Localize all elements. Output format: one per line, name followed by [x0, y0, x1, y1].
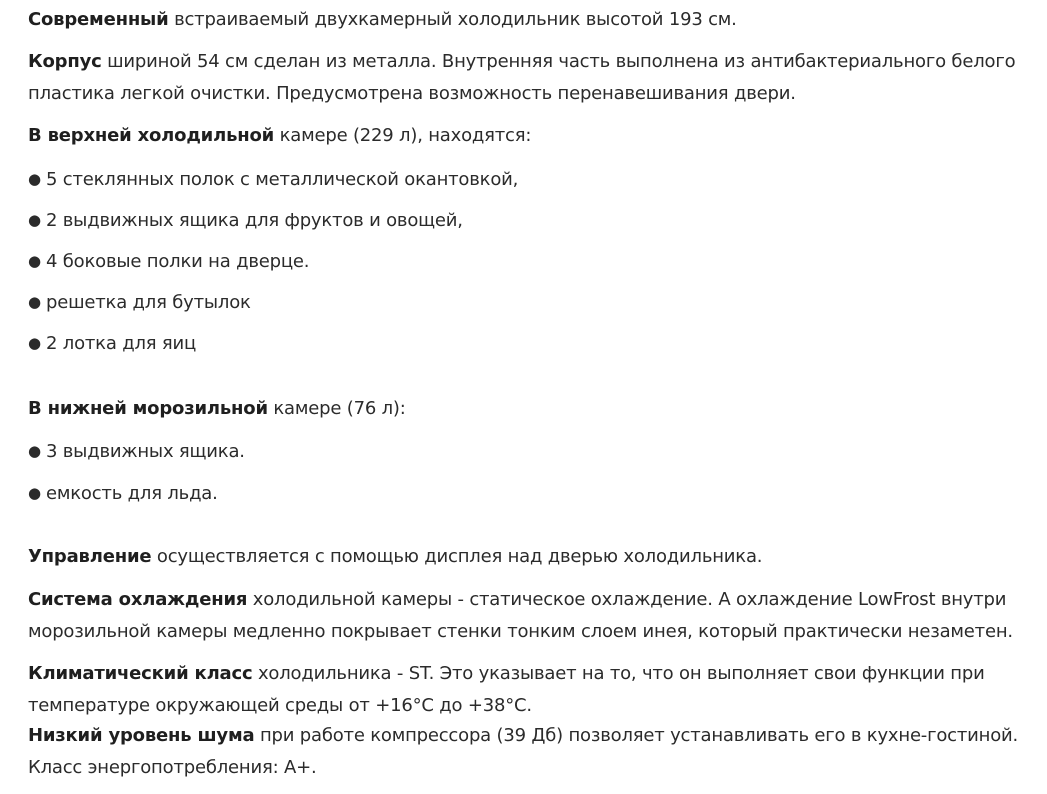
bold-lead: Управление: [28, 546, 152, 567]
paragraph-text: при работе компрессора (39 Дб) позволяет устанавливать его в кухне-гостиной.: [254, 725, 1019, 746]
list-item: ● 2 выдвижных ящика для фруктов и овощей,: [28, 208, 1039, 233]
paragraph-noise-line-2: [28, 756, 1039, 780]
list-item: ● 5 стеклянных полок с металлической окантовкой,: [28, 167, 1039, 192]
paragraph-cooling-line-2: [28, 620, 1039, 644]
paragraph-text: осуществляется с помощью дисплея над дверью холодильника.: [151, 546, 763, 567]
bold-lead: Низкий уровень шума: [28, 725, 255, 746]
paragraph-cooling-line-1: [28, 588, 1039, 612]
paragraph-climate-line-2: [28, 694, 1039, 718]
paragraph-freezer-heading: [28, 397, 1039, 421]
paragraph-climate-line-1: [28, 662, 1039, 686]
paragraph-text: холодильной камеры - статическое охлаждение. А охлаждение LowFrost внутри: [247, 589, 1007, 610]
paragraph-text: Класс энергопотребления: А+.: [28, 757, 317, 778]
paragraph-body-line-1: [28, 50, 1039, 74]
list-item: ● 4 боковые полки на дверце.: [28, 249, 1039, 274]
bold-lead: Система охлаждения: [28, 589, 248, 610]
paragraph-noise-line-1: [28, 724, 1039, 748]
paragraph-fridge-heading: [28, 124, 1039, 148]
paragraph-modern: [28, 8, 1039, 32]
list-item: ● решетка для бутылок: [28, 290, 1039, 315]
paragraph-text: встраиваемый двухкамерный холодильник высотой 193 см.: [168, 9, 737, 30]
paragraph-text: камере (229 л), находятся:: [274, 125, 532, 146]
list-item: ● 2 лотка для яиц: [28, 331, 1039, 356]
bold-lead: Современный: [28, 9, 169, 30]
paragraph-text: камере (76 л):: [267, 398, 406, 419]
paragraph-control: [28, 545, 1039, 569]
paragraph-body-line-2: [28, 82, 1039, 106]
bold-lead: Корпус: [28, 51, 102, 72]
paragraph-text: морозильной камеры медленно покрывает стенки тонким слоем инея, который практически незаметен.: [28, 621, 1013, 642]
bold-lead: В нижней морозильной: [28, 398, 268, 419]
list-item: ● 3 выдвижных ящика.: [28, 439, 1039, 464]
paragraph-text: холодильника - ST. Это указывает на то, что он выполняет свои функции при: [252, 663, 985, 684]
list-item: ● емкость для льда.: [28, 481, 1039, 506]
paragraph-text: пластика легкой очистки. Предусмотрена возможность перенавешивания двери.: [28, 83, 796, 104]
bold-lead: В верхней холодильной: [28, 125, 275, 146]
paragraph-text: температуре окружающей среды от +16°С до +38°С.: [28, 695, 532, 716]
bold-lead: Климатический класс: [28, 663, 253, 684]
paragraph-text: шириной 54 см сделан из металла. Внутренняя часть выполнена из антибактериального белого: [101, 51, 1016, 72]
